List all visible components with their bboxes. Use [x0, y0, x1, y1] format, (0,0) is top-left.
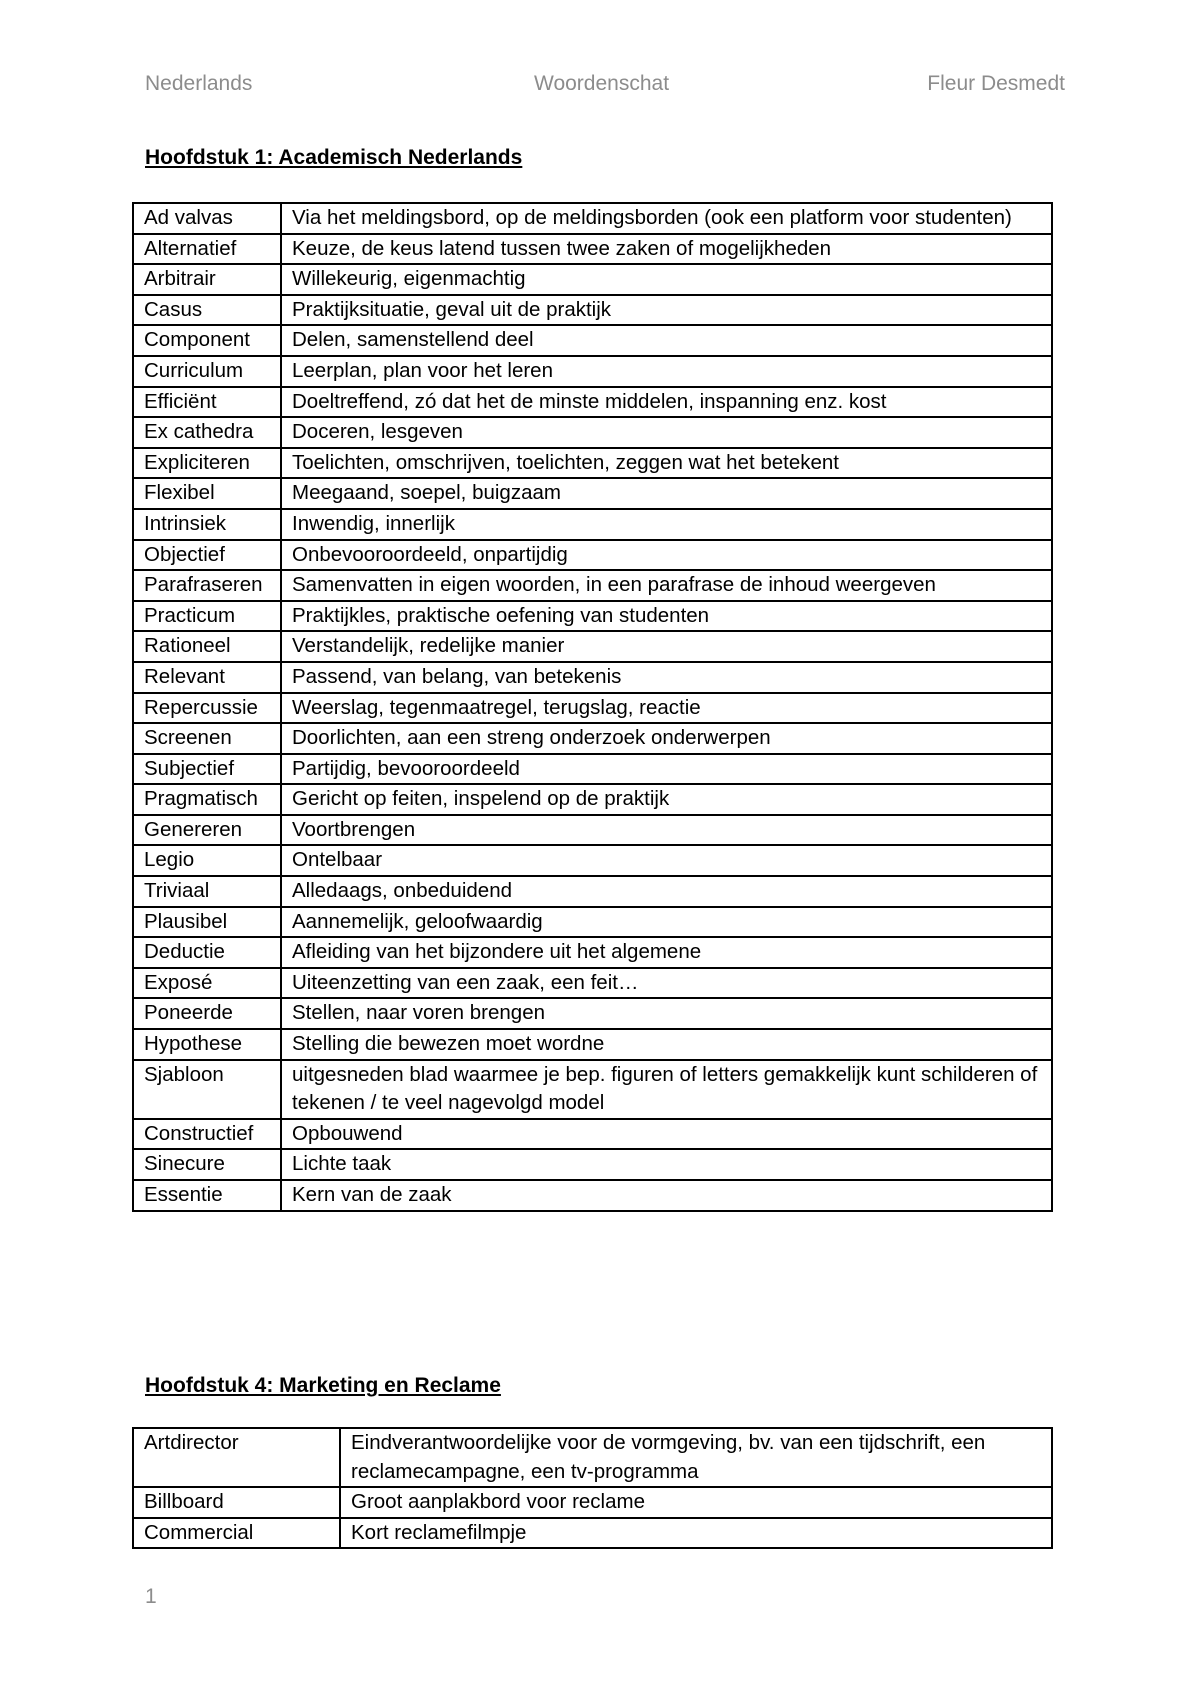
definition-cell: Gericht op feiten, inspelend op de praktijk: [281, 784, 1052, 815]
term-cell: Pragmatisch: [133, 784, 281, 815]
term-cell: Sinecure: [133, 1149, 281, 1180]
definition-cell: Willekeurig, eigenmachtig: [281, 264, 1052, 295]
definition-cell: Toelichten, omschrijven, toelichten, zeggen wat het betekent: [281, 448, 1052, 479]
table-row: [133, 387, 1052, 418]
definition-cell: Voortbrengen: [281, 815, 1052, 846]
definition-cell: Kern van de zaak: [281, 1180, 1052, 1211]
definition-cell: Ontelbaar: [281, 845, 1052, 876]
table-row: [133, 417, 1052, 448]
term-cell: Practicum: [133, 601, 281, 632]
definition-cell: Aannemelijk, geloofwaardig: [281, 907, 1052, 938]
term-cell: Component: [133, 325, 281, 356]
term-cell: Plausibel: [133, 907, 281, 938]
definition-cell: Praktijkles, praktische oefening van studenten: [281, 601, 1052, 632]
definition-cell: Praktijksituatie, geval uit de praktijk: [281, 295, 1052, 326]
term-cell: Ex cathedra: [133, 417, 281, 448]
definition-cell: Samenvatten in eigen woorden, in een parafrase de inhoud weergeven: [281, 570, 1052, 601]
table-row: [133, 264, 1052, 295]
term-cell: Subjectief: [133, 754, 281, 785]
term-cell: Flexibel: [133, 478, 281, 509]
definition-cell: Doeltreffend, zó dat het de minste middelen, inspanning enz. kost: [281, 387, 1052, 418]
chapter-1-title: Hoofdstuk 1: Academisch Nederlands: [145, 146, 523, 169]
table-row: [133, 815, 1052, 846]
header-author: Fleur Desmedt: [927, 72, 1065, 95]
chapter-4-title: Hoofdstuk 4: Marketing en Reclame: [145, 1374, 501, 1397]
table-row: [133, 784, 1052, 815]
definition-cell: Weerslag, tegenmaatregel, terugslag, reactie: [281, 693, 1052, 724]
definition-cell: Groot aanplakbord voor reclame: [340, 1487, 1052, 1518]
table-row: [133, 723, 1052, 754]
term-cell: Expliciteren: [133, 448, 281, 479]
table-row: [133, 845, 1052, 876]
term-cell: Screenen: [133, 723, 281, 754]
table-row: [133, 356, 1052, 387]
table-row: [133, 295, 1052, 326]
term-cell: Artdirector: [133, 1428, 340, 1487]
term-cell: Repercussie: [133, 693, 281, 724]
definition-cell: Partijdig, bevooroordeeld: [281, 754, 1052, 785]
definition-cell: Lichte taak: [281, 1149, 1052, 1180]
vocabulary-table-chapter-4: [132, 1427, 1053, 1549]
definition-cell: Eindverantwoordelijke voor de vormgeving, bv. van een tijdschrift, een reclamecampagne, een tv-programma: [340, 1428, 1052, 1487]
definition-cell: Opbouwend: [281, 1119, 1052, 1150]
term-cell: Legio: [133, 845, 281, 876]
term-cell: Exposé: [133, 968, 281, 999]
term-cell: Parafraseren: [133, 570, 281, 601]
definition-cell: Via het meldingsbord, op de meldingsborden (ook een platform voor studenten): [281, 203, 1052, 234]
definition-cell: Kort reclamefilmpje: [340, 1518, 1052, 1549]
term-cell: Arbitrair: [133, 264, 281, 295]
header-subject: Nederlands: [145, 72, 253, 95]
page-number: 1: [145, 1585, 157, 1608]
table-row: [133, 540, 1052, 571]
term-cell: Alternatief: [133, 234, 281, 265]
definition-cell: Meegaand, soepel, buigzaam: [281, 478, 1052, 509]
table-row: [133, 203, 1052, 234]
term-cell: Hypothese: [133, 1029, 281, 1060]
definition-cell: Doceren, lesgeven: [281, 417, 1052, 448]
table-row: [133, 876, 1052, 907]
term-cell: Genereren: [133, 815, 281, 846]
term-cell: Essentie: [133, 1180, 281, 1211]
definition-cell: Delen, samenstellend deel: [281, 325, 1052, 356]
term-cell: Intrinsiek: [133, 509, 281, 540]
table-row: [133, 234, 1052, 265]
table-row: [133, 1180, 1052, 1211]
definition-cell: Inwendig, innerlijk: [281, 509, 1052, 540]
term-cell: Commercial: [133, 1518, 340, 1549]
table-row: [133, 754, 1052, 785]
term-cell: Sjabloon: [133, 1060, 281, 1119]
term-cell: Casus: [133, 295, 281, 326]
term-cell: Deductie: [133, 937, 281, 968]
term-cell: Objectief: [133, 540, 281, 571]
term-cell: Ad valvas: [133, 203, 281, 234]
definition-cell: Doorlichten, aan een streng onderzoek onderwerpen: [281, 723, 1052, 754]
definition-cell: Afleiding van het bijzondere uit het algemene: [281, 937, 1052, 968]
term-cell: Relevant: [133, 662, 281, 693]
vocabulary-table-chapter-1: [132, 202, 1053, 1212]
definition-cell: Onbevooroordeeld, onpartijdig: [281, 540, 1052, 571]
table-row: [133, 662, 1052, 693]
table-row: [133, 1149, 1052, 1180]
table-row: [133, 968, 1052, 999]
term-cell: Rationeel: [133, 631, 281, 662]
term-cell: Constructief: [133, 1119, 281, 1150]
header-topic: Woordenschat: [534, 72, 670, 95]
table-row: [133, 601, 1052, 632]
table-row: [133, 1518, 1052, 1549]
definition-cell: Leerplan, plan voor het leren: [281, 356, 1052, 387]
table-row: [133, 693, 1052, 724]
table-row: [133, 1029, 1052, 1060]
definition-cell: Stellen, naar voren brengen: [281, 998, 1052, 1029]
term-cell: Poneerde: [133, 998, 281, 1029]
table-row: [133, 1119, 1052, 1150]
definition-cell: Stelling die bewezen moet wordne: [281, 1029, 1052, 1060]
table-row: [133, 907, 1052, 938]
definition-cell: uitgesneden blad waarmee je bep. figuren of letters gemakkelijk kunt schilderen of tekenen / te veel nagevolgd model: [281, 1060, 1052, 1119]
term-cell: Billboard: [133, 1487, 340, 1518]
table-row: [133, 1428, 1052, 1487]
definition-cell: Keuze, de keus latend tussen twee zaken of mogelijkheden: [281, 234, 1052, 265]
page-header: [145, 72, 1065, 102]
table-row: [133, 509, 1052, 540]
table-row: [133, 448, 1052, 479]
term-cell: Curriculum: [133, 356, 281, 387]
definition-cell: Verstandelijk, redelijke manier: [281, 631, 1052, 662]
table-row: [133, 937, 1052, 968]
table-row: [133, 1060, 1052, 1119]
definition-cell: Uiteenzetting van een zaak, een feit…: [281, 968, 1052, 999]
table-row: [133, 325, 1052, 356]
term-cell: Triviaal: [133, 876, 281, 907]
table-row: [133, 570, 1052, 601]
table-row: [133, 998, 1052, 1029]
definition-cell: Alledaags, onbeduidend: [281, 876, 1052, 907]
table-row: [133, 1487, 1052, 1518]
definition-cell: Passend, van belang, van betekenis: [281, 662, 1052, 693]
table-row: [133, 478, 1052, 509]
term-cell: Efficiënt: [133, 387, 281, 418]
table-row: [133, 631, 1052, 662]
